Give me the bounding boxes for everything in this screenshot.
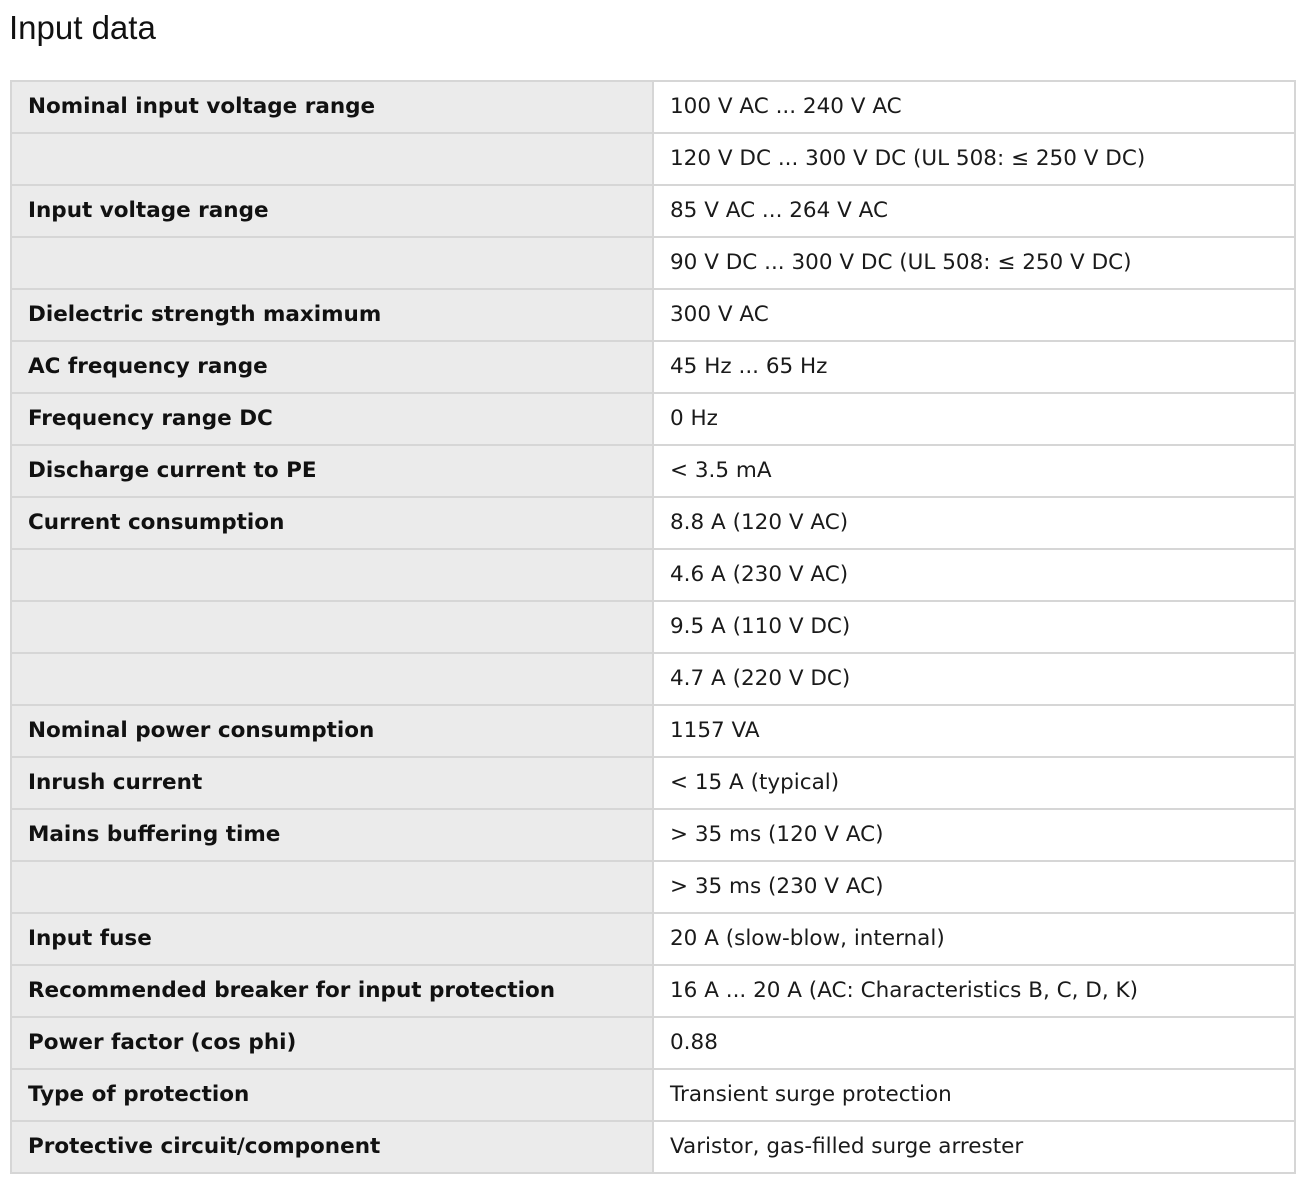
row-label: Current consumption	[11, 497, 653, 549]
row-value: 85 V AC ... 264 V AC	[653, 185, 1295, 237]
row-label: Input voltage range	[11, 185, 653, 237]
table-row	[11, 705, 1295, 757]
row-value: 20 A (slow-blow, internal)	[653, 913, 1295, 965]
row-value: 100 V AC ... 240 V AC	[653, 81, 1295, 133]
table-row	[11, 1069, 1295, 1121]
row-label: Type of protection	[11, 1069, 653, 1121]
row-value: 300 V AC	[653, 289, 1295, 341]
table-row	[11, 549, 1295, 601]
row-label: Nominal input voltage range	[11, 81, 653, 133]
table-row	[11, 913, 1295, 965]
row-value: > 35 ms (120 V AC)	[653, 809, 1295, 861]
row-label	[11, 237, 653, 289]
row-label	[11, 653, 653, 705]
row-value: 9.5 A (110 V DC)	[653, 601, 1295, 653]
row-value: 0 Hz	[653, 393, 1295, 445]
table-row	[11, 809, 1295, 861]
table-row	[11, 133, 1295, 185]
row-label: Power factor (cos phi)	[11, 1017, 653, 1069]
table-row	[11, 1017, 1295, 1069]
row-label: Mains buffering time	[11, 809, 653, 861]
row-label: Input fuse	[11, 913, 653, 965]
table-row	[11, 445, 1295, 497]
row-value: 4.7 A (220 V DC)	[653, 653, 1295, 705]
row-value: Varistor, gas-filled surge arrester	[653, 1121, 1295, 1173]
row-label: Frequency range DC	[11, 393, 653, 445]
row-value: 16 A ... 20 A (AC: Characteristics B, C, D, K)	[653, 965, 1295, 1017]
row-label	[11, 133, 653, 185]
input-data-table	[10, 80, 1296, 1174]
row-label	[11, 549, 653, 601]
row-value: 1157 VA	[653, 705, 1295, 757]
row-value: 8.8 A (120 V AC)	[653, 497, 1295, 549]
row-value: < 15 A (typical)	[653, 757, 1295, 809]
table-row	[11, 497, 1295, 549]
row-value: 45 Hz ... 65 Hz	[653, 341, 1295, 393]
table-row	[11, 601, 1295, 653]
table-row	[11, 393, 1295, 445]
table-row	[11, 237, 1295, 289]
table-row	[11, 81, 1295, 133]
row-label	[11, 601, 653, 653]
table-row	[11, 965, 1295, 1017]
row-value: < 3.5 mA	[653, 445, 1295, 497]
row-label: Discharge current to PE	[11, 445, 653, 497]
row-label: Nominal power consumption	[11, 705, 653, 757]
table-row	[11, 861, 1295, 913]
table-row	[11, 341, 1295, 393]
section-title: Input data	[9, 9, 156, 46]
row-label: Recommended breaker for input protection	[11, 965, 653, 1017]
row-label: Inrush current	[11, 757, 653, 809]
row-value: 120 V DC ... 300 V DC (UL 508: ≤ 250 V DC)	[653, 133, 1295, 185]
row-value: 0.88	[653, 1017, 1295, 1069]
row-value: 90 V DC ... 300 V DC (UL 508: ≤ 250 V DC)	[653, 237, 1295, 289]
table-row	[11, 289, 1295, 341]
row-label: Protective circuit/component	[11, 1121, 653, 1173]
table-row	[11, 185, 1295, 237]
table-row	[11, 757, 1295, 809]
row-label: AC frequency range	[11, 341, 653, 393]
table-body	[11, 81, 1295, 1173]
row-value: Transient surge protection	[653, 1069, 1295, 1121]
row-value: 4.6 A (230 V AC)	[653, 549, 1295, 601]
table-row	[11, 1121, 1295, 1173]
row-value: > 35 ms (230 V AC)	[653, 861, 1295, 913]
table-row	[11, 653, 1295, 705]
row-label: Dielectric strength maximum	[11, 289, 653, 341]
row-label	[11, 861, 653, 913]
